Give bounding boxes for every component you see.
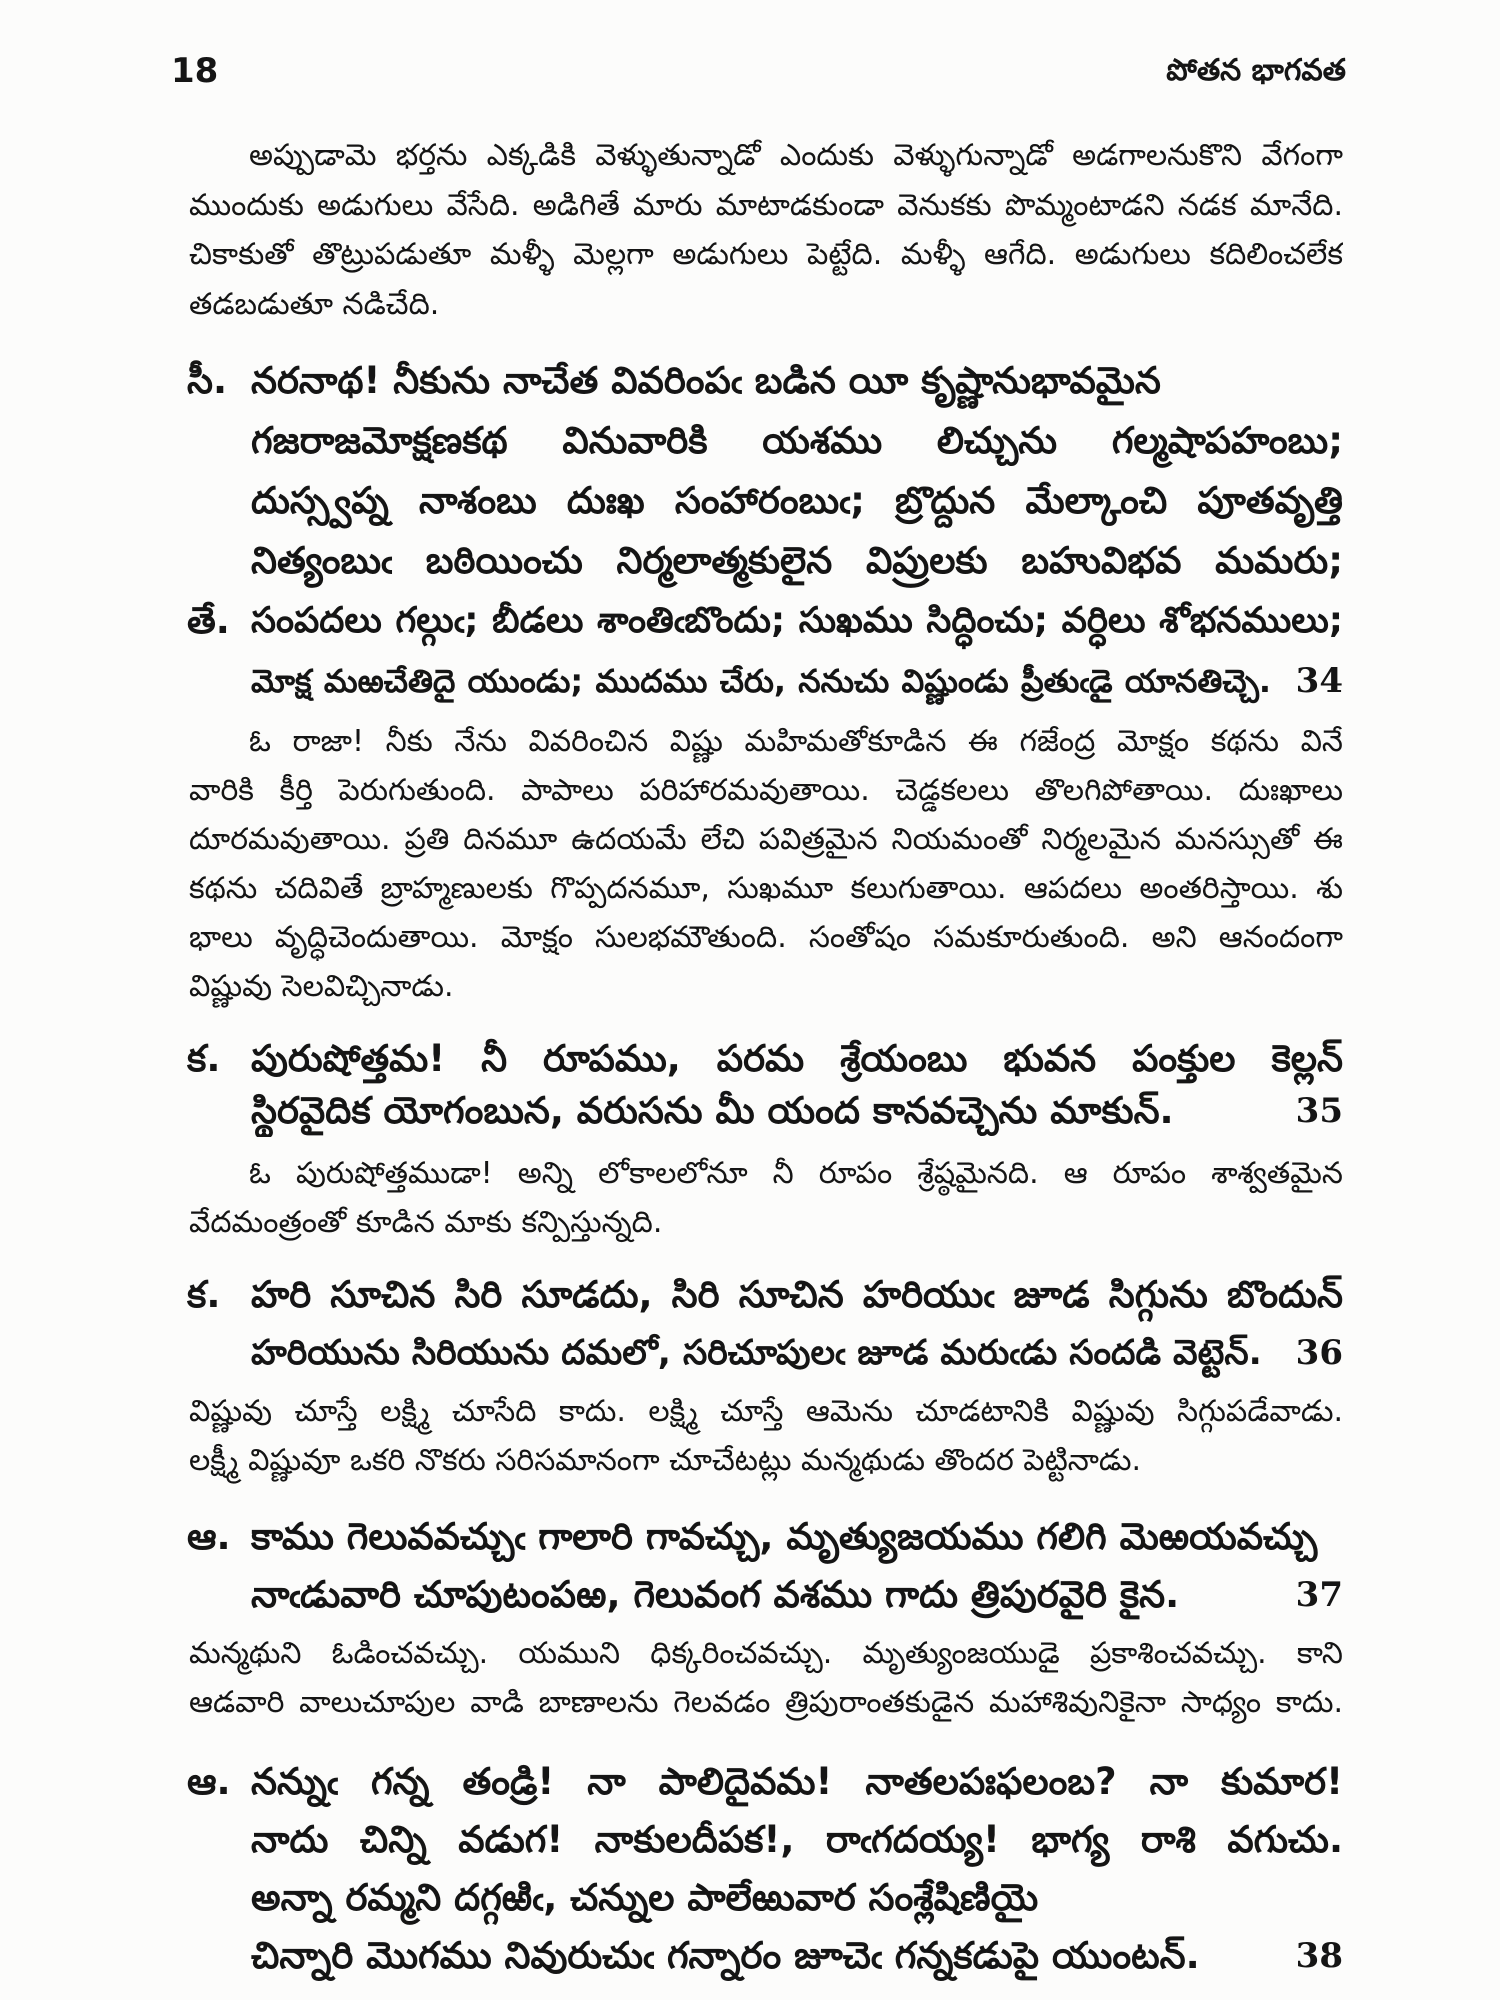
prose-line: అప్పుడామె భర్తను ఎక్కడికి వెళ్ళుతున్నాడో ఎందుకు వెళ్ళుగున్నాడో అడగాలనుకొని వేగంగా xyxy=(249,138,1343,173)
meaning-line: వేదమంత్రంతో కూడిన మాకు కన్పిస్తున్నది. xyxy=(189,1205,663,1240)
meaning-34 xyxy=(189,717,1343,1011)
meter-label: క. xyxy=(187,1273,221,1316)
verse-row xyxy=(187,351,1343,411)
verse-row xyxy=(187,1266,1343,1324)
verse-line: అన్నా రమ్మని దగ్గఱిఁ, చన్నుల పాలేఱువార సంశ్లేషిణియై xyxy=(251,1876,1039,1919)
meter-label: క. xyxy=(187,1037,221,1080)
verse-row xyxy=(187,1508,1343,1566)
prose-line: తడబడుతూ నడిచేది. xyxy=(189,286,440,322)
meaning-line: వారికి కీర్తి పెరుగుతుంది. పాపాలు పరిహారమవుతాయి. చెడ్డకలలు తొలగిపోతాయి. దుఃఖాలు xyxy=(189,773,1343,808)
meaning-line: ఓ పురుషోత్తముడా! అన్ని లోకాలలోనూ నీ రూపం శ్రేష్ఠమైనది. ఆ రూపం శాశ్వతమైన xyxy=(249,1156,1343,1191)
narrative-paragraph xyxy=(189,131,1343,329)
meaning-line: మన్మథుని ఓడించవచ్చు. యముని ధిక్కరించవచ్చు. మృత్యుంజయుడై ప్రకాశించవచ్చు. కాని xyxy=(189,1636,1343,1671)
meter-label: సీ. xyxy=(187,359,228,402)
verse-number: 34 xyxy=(1295,661,1343,701)
verse-35 xyxy=(187,1033,1343,1137)
page-header xyxy=(0,50,1500,92)
meaning-36 xyxy=(189,1387,1343,1485)
verse-row xyxy=(187,1085,1343,1137)
verse-line: గజరాజమోక్షణకథ వినువారికి యశము లిచ్చును గల్మషాపహంబు; xyxy=(251,419,1343,462)
verse-row xyxy=(187,1324,1343,1382)
verse-line: పురుషోత్తమ! నీ రూపము, పరమ శ్రేయంబు భువన పంక్తుల కెల్లన్ xyxy=(251,1037,1343,1080)
meaning-line: ఓ రాజా! నీకు నేను వివరించిన విష్ణు మహిమతోకూడిన ఈ గజేంద్ర మోక్షం కథను వినే xyxy=(249,724,1343,759)
meaning-line: కథను చదివితే బ్రాహ్మణులకు గొప్పదనమూ, సుఖమూ కలుగుతాయి. ఆపదలు అంతరిస్తాయి. శు xyxy=(189,871,1343,906)
prose-line: చికాకుతో తొట్రుపడుతూ మళ్ళీ మెల్లగా అడుగులు పెట్టేది. మళ్ళీ ఆగేది. అడుగులు కదిలించలేక xyxy=(189,237,1343,272)
page-number: 18 xyxy=(171,51,219,91)
verse-row xyxy=(187,531,1343,591)
prose-line: ముందుకు అడుగులు వేసేది. అడిగితే మారు మాటాడకుండా వెనుకకు పొమ్మంటాడని నడక మానేది. xyxy=(189,187,1343,223)
verse-line: సంపదలు గల్గుఁ; బీడలు శాంతిఁబొందు; సుఖము సిద్ధించు; వర్ధిలు శోభనములు; xyxy=(251,600,1343,641)
meaning-line: దూరమవుతాయి. ప్రతి దినమూ ఉదయమే లేచి పవిత్రమైన నియమంతో నిర్మలమైన మనస్సుతో ఈ xyxy=(189,822,1343,857)
verse-number: 35 xyxy=(1295,1091,1343,1131)
verse-row xyxy=(187,591,1343,651)
verse-row xyxy=(187,471,1343,531)
verse-34 xyxy=(187,351,1343,711)
meter-label: తే. xyxy=(187,599,230,642)
verse-row xyxy=(187,1869,1343,1927)
meter-label: ఆ. xyxy=(187,1515,231,1558)
verse-row xyxy=(187,1927,1343,1985)
verse-line: నన్నుఁ గన్న తండ్రి! నా పాలిదైవమ! నాతలపఃఫలంబ? నా కుమార! xyxy=(251,1760,1343,1803)
verse-line: మోక్ష మఱచేతిదై యుండు; ముదము చేరు, ననుచు విష్ణుండు ప్రీతుఁడై యానతిచ్చె. xyxy=(251,662,1271,700)
verse-number: 37 xyxy=(1295,1575,1343,1615)
meaning-line: విష్ణువు సెలవిచ్చినాడు. xyxy=(189,969,454,1004)
verse-row xyxy=(187,1033,1343,1085)
meter-label: ఆ. xyxy=(187,1760,231,1803)
verse-row xyxy=(187,1566,1343,1624)
verse-line: చిన్నారి మొగము నివురుచుఁ గన్నారం జూచెఁ గన్నకడుపై యుంటన్. xyxy=(251,1934,1200,1977)
meaning-line: విష్ణువు చూస్తే లక్ష్మి చూసేది కాదు. లక్ష్మి చూస్తే ఆమెను చూడటానికి విష్ణువు సిగ్గుపడేవాడు. xyxy=(189,1394,1343,1429)
verse-row xyxy=(187,1811,1343,1869)
verse-line: నిత్యంబుఁ బఠియించు నిర్మలాత్మకులైన విప్రులకు బహువిభవ మమరు; xyxy=(251,539,1343,582)
meaning-line: లక్ష్మీ విష్ణువూ ఒకరి నొకరు సరిసమానంగా చూచేటట్లు మన్మథుడు తొందర పెట్టినాడు. xyxy=(189,1443,1142,1478)
meaning-37 xyxy=(189,1629,1343,1727)
verse-line: కాము గెలువవచ్చుఁ గాలారి గావచ్చు, మృత్యుజయము గలిగి మెఱయవచ్చు xyxy=(251,1515,1318,1558)
meaning-line: ఆడవారి వాలుచూపుల వాడి బాణాలను గెలవడం త్రిపురాంతకుడైన మహాశివునికైనా సాధ్యం కాదు. xyxy=(189,1685,1343,1720)
running-title: పోతన భాగవత xyxy=(1166,53,1346,88)
verse-line: నాఁడువారి చూపుటంపఱ, గెలువంగ వశము గాదు త్రిపురవైరి కైన. xyxy=(251,1573,1180,1616)
verse-line: దుస్స్వప్న నాశంబు దుఃఖ సంహారంబుఁ; బ్రొద్దున మేల్కాంచి పూతవృత్తి xyxy=(251,479,1343,522)
verse-number: 38 xyxy=(1295,1936,1343,1976)
verse-line: నరనాథ! నీకును నాచేత వివరింపఁ బడిన యీ కృష్ణానుభావమైన xyxy=(251,359,1161,402)
meaning-line: భాలు వృద్ధిచెందుతాయి. మోక్షం సులభమౌతుంది. సంతోషం సమకూరుతుంది. అని ఆనందంగా xyxy=(189,920,1343,955)
verse-row xyxy=(187,411,1343,471)
verse-row xyxy=(187,1753,1343,1811)
verse-line: హరియును సిరియును దమలో, సరిచూపులఁ జూడ మరుఁడు సందడి వెట్టెన్. xyxy=(251,1333,1262,1373)
verse-line: స్థిరవైదిక యోగంబున, వరుసను మీ యంద కానవచ్చెను మాకున్. xyxy=(251,1089,1174,1132)
verse-36 xyxy=(187,1266,1343,1382)
verse-row xyxy=(187,651,1343,711)
verse-38 xyxy=(187,1753,1343,1985)
verse-37 xyxy=(187,1508,1343,1624)
verse-line: హరి సూచిన సిరి సూడదు, సిరి సూచిన హరియుఁ జూడ సిగ్గును బొందున్ xyxy=(251,1273,1343,1316)
verse-number: 36 xyxy=(1295,1333,1343,1373)
meaning-35 xyxy=(189,1149,1343,1247)
verse-line: నాదు చిన్ని వడుగ! నాకులదీపక!, రాఁగదయ్య! భాగ్య రాశి వగుచు. xyxy=(251,1818,1343,1861)
